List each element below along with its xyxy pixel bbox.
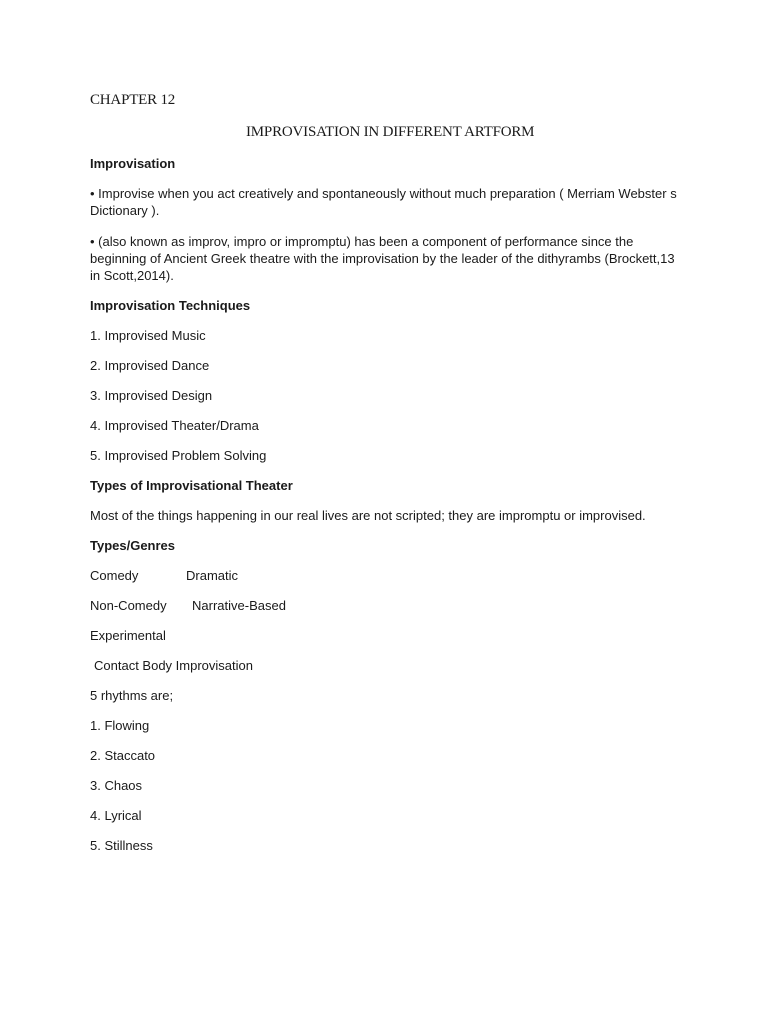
genre-comedy: Comedy xyxy=(90,568,139,583)
technique-item: 5. Improvised Problem Solving xyxy=(90,448,267,463)
genre-dramatic: Dramatic xyxy=(186,568,239,583)
heading-improvisation: Improvisation xyxy=(90,156,176,171)
genre-narrative-based: Narrative-Based xyxy=(192,598,286,613)
chapter-label: CHAPTER 12 xyxy=(90,92,176,108)
technique-item: 1. Improvised Music xyxy=(90,328,206,343)
technique-item: 3. Improvised Design xyxy=(90,388,213,403)
rhythm-item: 3. Chaos xyxy=(90,778,143,793)
types-paragraph: Most of the things happening in our real lives are not scripted; they are impromptu or improvised. xyxy=(90,508,646,523)
rhythm-item: 2. Staccato xyxy=(90,748,156,763)
heading-types: Types of Improvisational Theater xyxy=(90,478,293,493)
heading-genres: Types/Genres xyxy=(90,538,176,553)
heading-techniques: Improvisation Techniques xyxy=(90,298,251,313)
technique-item: 4. Improvised Theater/Drama xyxy=(90,418,259,433)
bullet-paragraph-1: • Improvise when you act creatively and spontaneously without much preparation ( Merriam Webster s Dictionary ). xyxy=(90,186,677,218)
document-title: IMPROVISATION IN DIFFERENT ARTFORM xyxy=(246,124,535,140)
genre-non-comedy: Non-Comedy xyxy=(90,598,167,613)
rhythm-item: 5. Stillness xyxy=(90,838,153,853)
genre-contact-body: Contact Body Improvisation xyxy=(94,658,253,673)
genre-experimental: Experimental xyxy=(90,628,166,643)
rhythms-intro: 5 rhythms are; xyxy=(90,688,174,703)
bullet-paragraph-2: • (also known as improv, impro or impromptu) has been a component of performance since the beginning of Ancient Greek theatre with the improvisation by the leader of the dithyrambs (Brockett,13 in Scott,2014). xyxy=(90,234,675,283)
rhythm-item: 1. Flowing xyxy=(90,718,150,733)
technique-item: 2. Improvised Dance xyxy=(90,358,210,373)
rhythm-item: 4. Lyrical xyxy=(90,808,142,823)
